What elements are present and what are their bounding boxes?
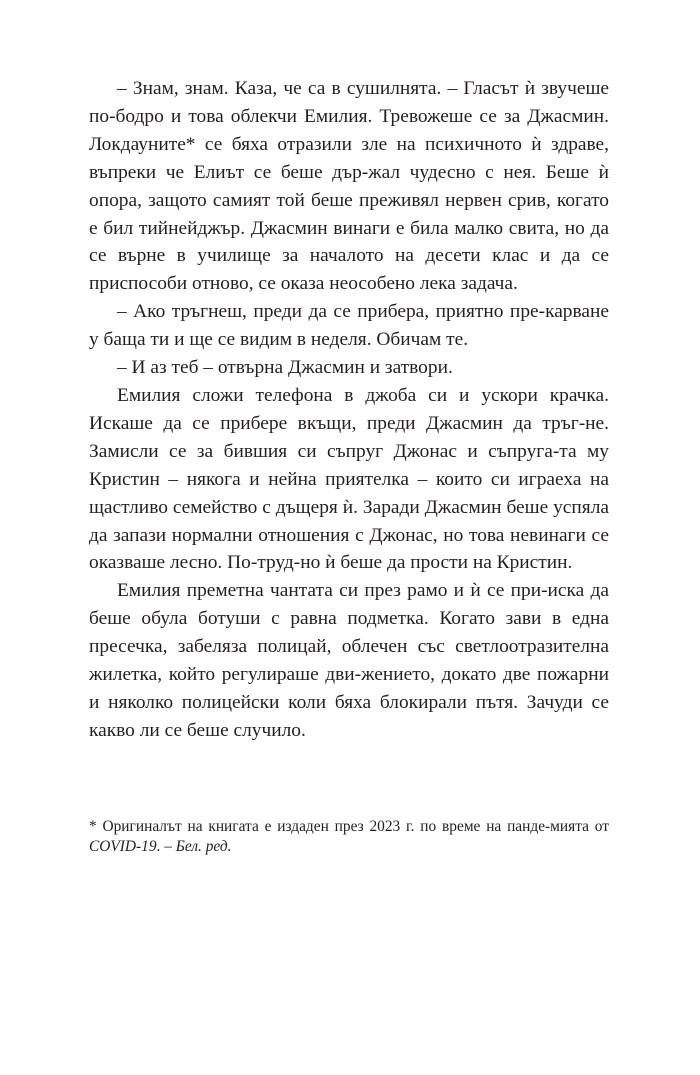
footnote-editor-note: Бел. ред. [175, 838, 232, 855]
footnote [89, 817, 609, 857]
paragraph-2: – Ако тръгнеш, преди да се прибера, приятно пре-карване у баща ти и ще се видим в неделя. Обичам те. [89, 301, 609, 351]
paragraph-1: – Знам, знам. Каза, че са в сушилнята. – Гласът ѝ звучеше по-бодро и това облекчи Емилия. Тревожеше се за Джасмин. Локдауните* се бяха отразили зле на психичното ѝ здраве, въпреки че Елиът се беше дър-жал чудесно с нея. Беше ѝ опора, защото самият той беше преживял нервен срив, когато е бил тийнейджър. Джасмин винаги е била малко свита, но да се върне в училище за началото на десети клас и да се приспособи отново, се оказа неособено лека задача. [89, 78, 609, 295]
paragraph-5: Емилия преметна чантата си през рамо и ѝ се при-иска да беше обула ботуши с равна подметка. Когато зави в една пресечка, забеляза полицай, облечен със светлоотразителна жилетка, който регулираше дви-жението, докато две пожарни и няколко полицейски коли бяха блокирали пътя. Зачуди се какво ли се беше случило. [89, 580, 609, 741]
paragraph-4: Емилия сложи телефона в джоба си и ускори крачка. Искаше да се прибере вкъщи, преди Джасмин да тръг-не. Замисли се за бившия си съпруг Джонас и съпруга-та му Кристин – някога и нейна приятелка – които си играеха на щастливо семейство с дъщеря ѝ. Заради Джасмин беше успяла да запази нормални отношения с Джонас, но това невинаги се оказваше лесно. По-труд-но ѝ беше да прости на Кристин. [89, 384, 609, 574]
paragraph-3: – И аз теб – отвърна Джасмин и затвори. [117, 357, 453, 379]
main-text [89, 75, 609, 745]
footnote-separator: . – [156, 838, 176, 855]
footnote-italic-term: COVID-19 [89, 838, 157, 855]
footnote-text: * Оригиналът на книгата е издаден през 2023 г. по време на панде-мията от [89, 818, 609, 835]
